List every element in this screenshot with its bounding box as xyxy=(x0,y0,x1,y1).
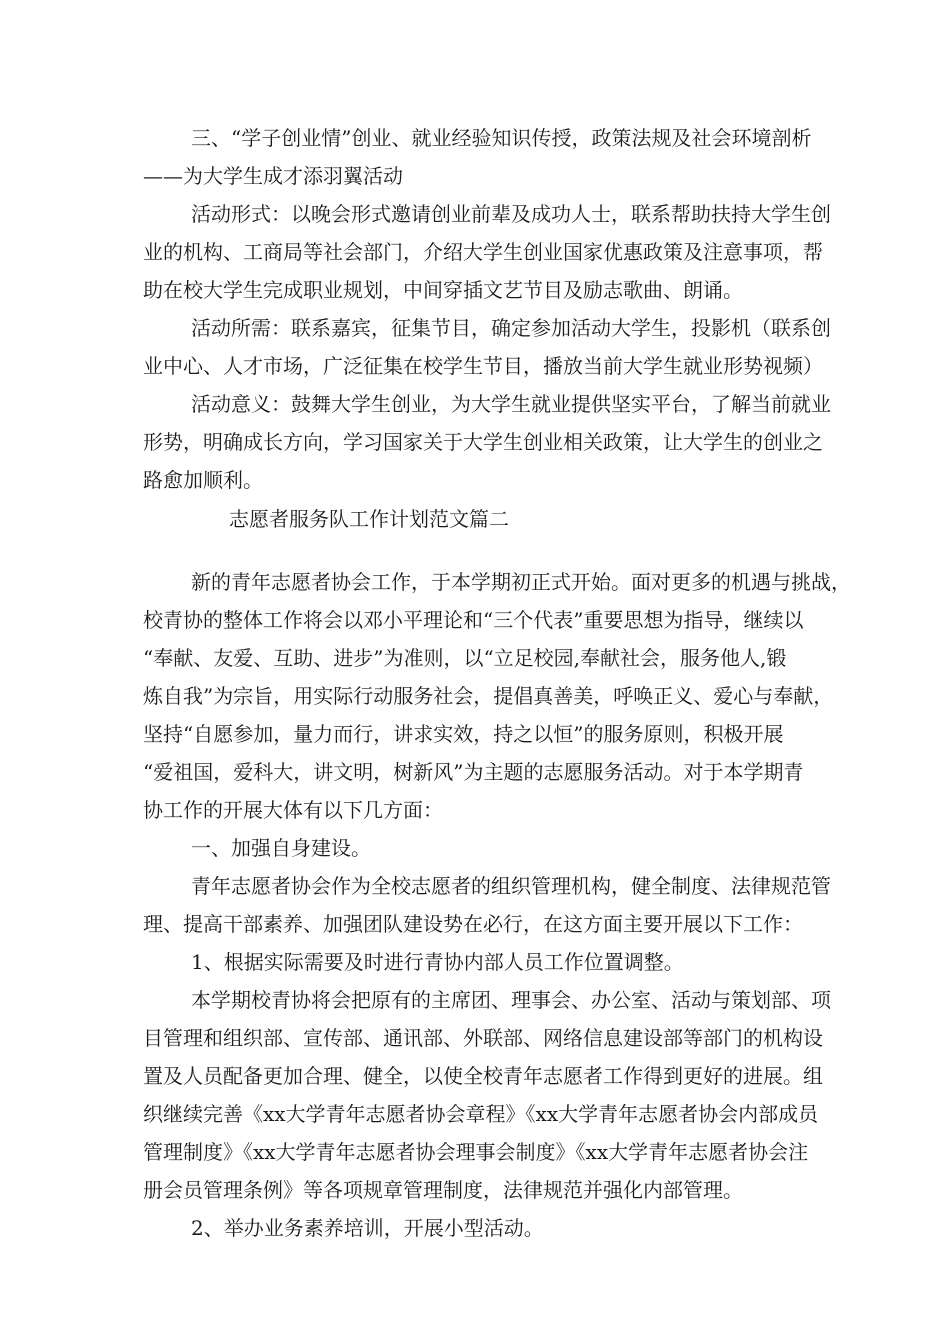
part1-title: 一、加强自身建设。 xyxy=(191,836,371,860)
intro-paragraph-line: 炼自我”为宗旨，用实际行动服务社会，提倡真善美，呼唤正义、爱心与奉献， xyxy=(143,684,834,708)
item1-paragraph-line: 置及人员配备更加合理、健全，以使全校青年志愿者工作得到更好的进展。组 xyxy=(143,1064,823,1088)
meaning-paragraph-line: 路愈加顺利。 xyxy=(143,468,263,492)
form-paragraph-line: 业的机构、工商局等社会部门，介绍大学生创业国家优惠政策及注意事项，帮 xyxy=(143,240,823,264)
item1-paragraph-line: 册会员管理条例》等各项规章管理制度，法律规范并强化内部管理。 xyxy=(143,1178,743,1202)
intro-paragraph-line: “奉献、友爱、互助、进步”为准则，以“立足校园,奉献社会，服务他人,锻 xyxy=(143,646,787,670)
intro-paragraph-line: “爱祖国，爱科大，讲文明，树新风”为主题的志愿服务活动。对于本学期青 xyxy=(143,760,804,784)
item1-paragraph-line: 目管理和组织部、宣传部、通讯部、外联部、网络信息建设部等部门的机构设 xyxy=(143,1026,823,1050)
section3-title-line1: 三、“学子创业情”创业、就业经验知识传授，政策法规及社会环境剖析 xyxy=(191,126,812,150)
item1-title: 1、根据实际需要及时进行青协内部人员工作位置调整。 xyxy=(191,950,684,974)
intro-paragraph-line: 坚持“自愿参加，量力而行，讲求实效，持之以恒”的服务原则，积极开展 xyxy=(143,722,784,746)
meaning-paragraph-line: 形势，明确成长方向，学习国家关于大学生创业相关政策，让大学生的创业之 xyxy=(143,430,823,454)
intro-paragraph-line: 新的青年志愿者协会工作，于本学期初正式开始。面对更多的机遇与挑战， xyxy=(191,570,851,594)
item1-paragraph-line: 管理制度》《xx大学青年志愿者协会理事会制度》《xx大学青年志愿者协会注 xyxy=(143,1140,809,1164)
needs-paragraph-line: 活动所需：联系嘉宾，征集节目，确定参加活动大学生，投影机（联系创 xyxy=(191,316,831,340)
meaning-paragraph-line: 活动意义：鼓舞大学生创业，为大学生就业提供坚实平台，了解当前就业 xyxy=(191,392,831,416)
section3-title-line2: ——为大学生成才添羽翼活动 xyxy=(143,164,403,188)
item1-paragraph-line: 织继续完善《xx大学青年志愿者协会章程》《xx大学青年志愿者协会内部成员 xyxy=(143,1102,819,1126)
article-heading: 志愿者服务队工作计划范文篇二 xyxy=(229,507,509,531)
part1-paragraph-line: 青年志愿者协会作为全校志愿者的组织管理机构，健全制度、法律规范管 xyxy=(191,874,831,898)
form-paragraph-line: 活动形式：以晚会形式邀请创业前辈及成功人士，联系帮助扶持大学生创 xyxy=(191,202,831,226)
item1-paragraph-line: 本学期校青协将会把原有的主席团、理事会、办公室、活动与策划部、项 xyxy=(191,988,831,1012)
form-paragraph-line: 助在校大学生完成职业规划，中间穿插文艺节目及励志歌曲、朗诵。 xyxy=(143,278,743,302)
part1-paragraph-line: 理、提高干部素养、加强团队建设势在必行，在这方面主要开展以下工作： xyxy=(143,912,803,936)
intro-paragraph-line: 校青协的整体工作将会以邓小平理论和“三个代表”重要思想为指导，继续以 xyxy=(143,608,804,632)
intro-paragraph-line: 协工作的开展大体有以下几方面： xyxy=(143,798,443,822)
needs-paragraph-line: 业中心、人才市场，广泛征集在校学生节目，播放当前大学生就业形势视频） xyxy=(143,354,823,378)
item2-title: 2、举办业务素养培训，开展小型活动。 xyxy=(191,1216,544,1240)
